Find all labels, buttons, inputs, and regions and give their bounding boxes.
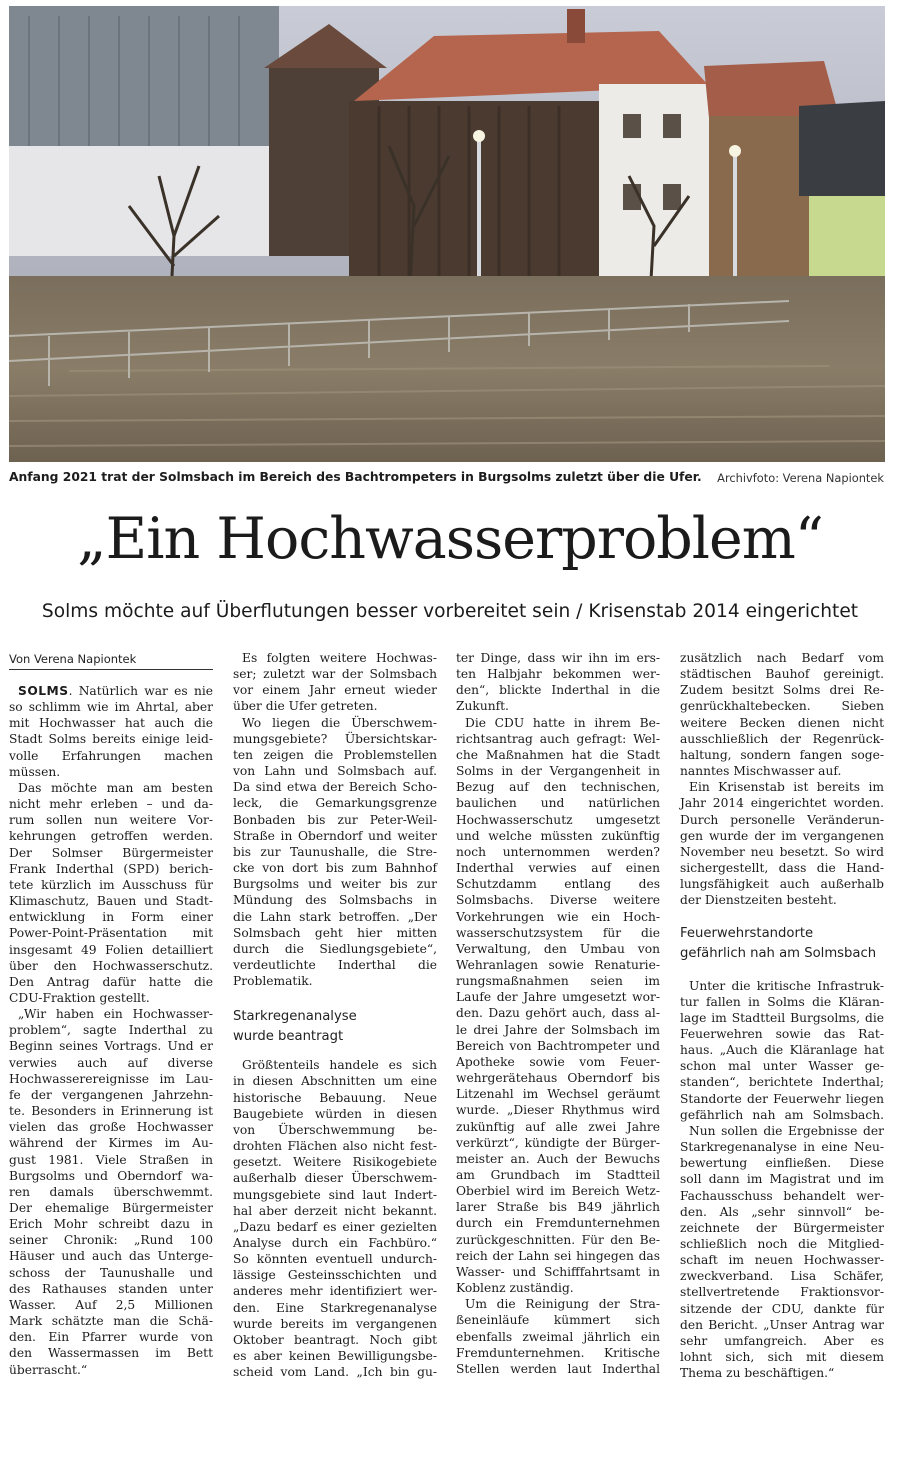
article-line: zukünftig auf alle zwei Jahre — [456, 1119, 660, 1134]
article-line: Koblenz zuständig. — [456, 1281, 574, 1296]
article-line: scheid vom Land. „Ich bin gu- — [233, 1365, 437, 1380]
byline: Von Verena Napiontek — [9, 652, 213, 670]
article-line: müssen. — [9, 764, 61, 779]
flood-photo-illustration — [9, 6, 885, 462]
article-line: den Bericht. „Unser Antrag war — [680, 1317, 884, 1332]
article-line: le drei Jahre der Solmsbach im — [456, 1022, 660, 1037]
article-line: Burgsolms und weiter bis zur — [233, 877, 437, 892]
article-line: Bezug auf den technischen, — [456, 780, 660, 795]
article-line: CDU-Fraktion gestellt. — [9, 990, 150, 1005]
article-line: SOLMS. Natürlich war es nie — [18, 684, 213, 698]
article-line: problem“, sagte Inderthal zu — [9, 1023, 213, 1038]
section-subhead-line-1: Feuerwehrstandorte — [680, 925, 814, 941]
article-line: Oktober beantragt. Noch gibt — [233, 1332, 437, 1347]
article-line: die Lahn stark betroffen. „Der — [233, 909, 437, 924]
article-line: lungsfähigkeit auch außerhalb — [680, 877, 884, 892]
section-gap — [680, 909, 884, 924]
article-line: baulichen und natürlichen — [456, 796, 660, 811]
article-line: Hochwasserschutz umgesetzt — [456, 812, 660, 827]
article-line: soll dann im Magistrat und im — [680, 1172, 884, 1187]
article-column-3 — [456, 650, 660, 1377]
article-line: Wehranlagen sowie Renaturie- — [456, 957, 660, 972]
article-line: entwicklung in Form einer — [9, 910, 213, 925]
article-line: November neu besetzt. So wird — [680, 844, 884, 859]
article-line: tur fallen in Solms die Kläran- — [680, 994, 884, 1009]
article-line: wasserschutzsystem für die — [456, 925, 660, 940]
article-line: Schutzdamm entlang des — [456, 877, 660, 892]
article-line: Um die Reinigung der Stra- — [465, 1297, 660, 1312]
article-line: Beginn seines Vortrags. Und er — [9, 1039, 213, 1054]
article-line: Solmsbachs. Diverse weitere — [456, 893, 660, 908]
article-line: ten Halbjahr bekommen wer- — [456, 667, 660, 682]
flood-photo — [9, 6, 885, 462]
article-line: „Wir haben ein Hochwasser- — [18, 1007, 213, 1022]
article-line: Inderthal verwies auf einen — [456, 861, 660, 876]
article-line: vielen das große Hochwasser — [9, 1120, 213, 1135]
article-line: Nun sollen die Ergebnisse der — [689, 1123, 884, 1138]
article-line: mungsgebiete? Übersichtskar- — [233, 731, 437, 746]
article-line: verkürzt“, kündigte der Bürger- — [456, 1135, 660, 1150]
article-line: cke von dort bis zum Bahnhof — [233, 861, 437, 876]
article-line: richtsantrag auch gefragt: Wel- — [456, 731, 660, 746]
article-line: so schlimm wie im Ahrtal, aber — [9, 700, 213, 715]
section-gap — [680, 964, 884, 978]
article-line: wehrgerätehaus Oberndorf bis — [456, 1071, 660, 1086]
dateline: SOLMS — [18, 684, 69, 698]
article-line: während der Kirmes im Au- — [9, 1136, 213, 1151]
article-line: Power-Point-Präsentation mit — [9, 926, 213, 941]
article-line: Verwaltung, den Umbau von — [456, 941, 660, 956]
article-line: Der Solmser Bürgermeister — [9, 845, 213, 860]
article-line: haltung, sondern fangen soge- — [680, 747, 884, 762]
article-line: genrückhaltebecken. Sieben — [680, 699, 884, 714]
headline: „Ein Hochwasserproblem“ — [77, 506, 823, 572]
article-line: Den Antrag dafür hatte die — [9, 974, 213, 989]
article-line: Problematik. — [233, 974, 313, 989]
article-line: überrascht.“ — [9, 1362, 88, 1377]
article-line: Durch personelle Veränderun- — [680, 812, 884, 827]
article-column-1 — [9, 683, 213, 1378]
article-line: Vorkehrungen wie ein Hoch- — [456, 909, 660, 924]
article-line: rungsmaßnahmen seien im — [456, 974, 660, 989]
article-line: Solms in der Vergangenheit in — [456, 764, 660, 779]
article-line: Das möchte man am besten — [18, 780, 213, 795]
article-line: den. Als „sehr sinnvoll“ be- — [680, 1204, 884, 1219]
article-line: insgesamt 49 Folien detailliert — [9, 942, 213, 957]
article-line: ten zeigen die Problemstellen — [233, 747, 437, 762]
article-line: Baugebiete würden in diesen — [233, 1106, 437, 1121]
article-line: Der ehemalige Bürgermeister — [9, 1201, 213, 1215]
article-line: zeichnete der Bürgermeister — [680, 1220, 884, 1235]
article-line: vor einem Jahr erneut wieder — [233, 683, 437, 698]
article-line: „Dazu bedarf es einer gezielten — [233, 1219, 437, 1234]
article-line: bis zur Taunushalle, die Stre- — [233, 844, 437, 859]
article-column-4 — [680, 650, 884, 1381]
article-line: Apotheke sowie vom Feuer- — [456, 1054, 660, 1069]
article-line: kehrungen getroffen werden. — [9, 829, 213, 844]
article-line: der Dienstzeiten besteht. — [680, 893, 837, 908]
article-line: schließlich noch die Mitglied- — [680, 1237, 884, 1251]
article-line: Solmsbach geht hier mitten — [233, 925, 437, 940]
article-line: ausschließlich der Regenrück- — [680, 731, 884, 746]
article-line: gen wurde der im vergangenen — [680, 828, 884, 843]
article-line: den“, blickte Inderthal in die — [456, 683, 660, 698]
article-line: Fremdunternehmen. Kritische — [456, 1345, 660, 1360]
article-line: lohnt sich, sich mit diesem — [680, 1350, 884, 1365]
article-line: Mündung des Solmsbachs in — [233, 893, 437, 908]
article-line: Oberbiel wird im Bereich Wetz- — [456, 1184, 660, 1199]
article-line: von Überschwemmung be- — [233, 1122, 437, 1137]
article-line: zweckverband. Lisa Schäfer, — [680, 1269, 884, 1284]
article-line: Fachausschuss behandelt wer- — [680, 1188, 884, 1203]
article-line: Burgsolms und Oberndorf wa- — [9, 1168, 213, 1183]
article-line: gust 1981. Viele Straßen in — [9, 1152, 213, 1167]
subheadline: Solms möchte auf Überflutungen besser vorbereitet sein / Krisenstab 2014 eingerichtet — [41, 601, 859, 622]
article-line: fe der vergangenen Jahrzehn- — [9, 1087, 213, 1102]
article-line: reich der Lahn sei hingegen das — [456, 1248, 660, 1263]
article-line: bewertung einfließen. Diese — [680, 1156, 884, 1171]
article-line: volle Erfahrungen machen — [9, 748, 213, 763]
article-column-2 — [233, 650, 437, 1380]
article-line: Erich Mohr schreibt dazu in — [9, 1217, 213, 1232]
article-line: des Rathauses standen unter — [9, 1281, 213, 1296]
article-line: durch die Siedlungsgebiete“, — [233, 941, 437, 956]
article-line: Zukunft. — [456, 699, 509, 714]
article-line: Klimaschutz, Bauen und Stadt- — [9, 894, 213, 909]
article-line: Thema zu beschäftigen.“ — [680, 1366, 835, 1381]
article-line: über den Hochwasserschutz. — [9, 958, 213, 973]
article-line: Mark schätzte man die Schä- — [9, 1314, 213, 1329]
photo-caption: Anfang 2021 trat der Solmsbach im Bereich des Bachtrompeters in Burgsolms zuletzt über die Ufer. — [9, 470, 702, 484]
section-subhead-line-1: Starkregenanalyse — [233, 1009, 357, 1025]
article-line: Da sind etwa der Bereich Scho- — [233, 780, 437, 795]
article-line: hal aber derzeit nicht bekannt. — [233, 1203, 437, 1218]
article-line: weitere Becken dienen nicht — [680, 715, 884, 730]
article-line: leck, die Gemarkungsgrenze — [233, 796, 437, 811]
article-line: Feuerwehren sowie das Rat- — [680, 1026, 884, 1041]
article-line: Stadt Solms bereits einige leid- — [9, 732, 213, 747]
article-line: zusätzlich nach Bedarf vom — [680, 651, 884, 665]
article-line: am Grundbach im Stadtteil — [456, 1168, 660, 1182]
article-line: haus. „Auch die Kläranlage hat — [680, 1043, 884, 1058]
article-line: Jahr 2014 eingerichtet worden. — [680, 796, 884, 811]
article-line: Wasser- und Schifffahrtsamt in — [456, 1264, 660, 1279]
article-line: schon mal unter Wasser ge- — [680, 1059, 884, 1074]
article-line: ren damals überschwemmt. — [9, 1184, 213, 1199]
article-line: ßeneinläufe kümmert sich — [456, 1313, 660, 1328]
article-line: Häuser und auch das Unterge- — [9, 1249, 213, 1264]
article-line: schaft im neuen Hochwasser- — [680, 1253, 884, 1268]
article-line: tete kürzlich im Ausschuss für — [9, 877, 213, 892]
article-line: seiner Chronik: „Rund 100 — [9, 1233, 213, 1248]
article-line: schoss der Taunushalle und — [9, 1265, 213, 1280]
article-line: Stellen werden laut Inderthal — [456, 1361, 660, 1376]
article-line: über die Ufer getreten. — [233, 699, 378, 714]
article-line: sehr umfangreich. Aber es — [680, 1333, 884, 1348]
article-line: Frank Inderthal (SPD) berich- — [9, 861, 213, 876]
article-line: ebenfalls zweimal jährlich ein — [456, 1329, 660, 1344]
section-gap — [233, 989, 437, 1007]
article-line: mungsgebiete sind laut Indert- — [233, 1187, 437, 1202]
article-line: den Wassermassen im Bett — [9, 1346, 213, 1361]
article-line: Laufe der Jahre umgesetzt wor- — [456, 990, 660, 1005]
article-line: Hochwasserereignisse im Lau- — [9, 1071, 213, 1086]
article-line: historische Bebauung. Neue — [233, 1090, 437, 1105]
section-subhead-line-2: gefährlich nah am Solmsbach — [680, 945, 877, 961]
article-line: So könnten eventuell undurch- — [233, 1252, 437, 1267]
article-line: lage im Stadtteil Burgsolms, die — [680, 1010, 884, 1025]
section-gap — [233, 1047, 437, 1057]
article-line: Unter die kritische Infrastruk- — [689, 978, 884, 993]
article-line: städtischen Bauhof gereinigt. — [680, 667, 884, 682]
article-line: verwies auch auf diverse — [9, 1055, 213, 1070]
article-line: standen“, berichtete Inderthal; — [680, 1075, 884, 1090]
article-line: Bonbaden bis zur Peter-Weil- — [233, 812, 437, 827]
article-line: Die CDU hatte in ihrem Be- — [465, 715, 660, 730]
article-line: ter Dinge, dass wir ihn im ers- — [456, 651, 660, 665]
article-line: in diesen Abschnitten um eine — [233, 1074, 437, 1089]
section-subhead-line-2: wurde beantragt — [233, 1029, 344, 1045]
article-line: te. Besonders in Erinnerung ist — [9, 1104, 213, 1119]
article-line: drohten Flächen also nicht fest- — [233, 1139, 437, 1154]
article-line: Analyse durch ein Fachbüro.“ — [233, 1236, 437, 1250]
article-line: nanntes Mischwasser auf. — [680, 764, 842, 779]
article-line: Starkregenanalyse in eine Neu- — [680, 1140, 884, 1155]
article-line: anderes mehr identifiziert wer- — [233, 1284, 437, 1299]
article-line: Wasser. Auf 2,5 Millionen — [9, 1297, 213, 1312]
article-line: che Maßnahmen hat die Stadt — [456, 747, 660, 762]
article-line: von Lahn und Solmsbach auf. — [233, 764, 437, 779]
article-line: wurde bereits im vergangenen — [233, 1316, 437, 1331]
article-line: Größtenteils handele es sich — [242, 1058, 437, 1073]
article-line: stellvertretende Fraktionsvor- — [680, 1285, 884, 1300]
article-line: zurückgeschnitten. Für den Be- — [456, 1232, 660, 1247]
article-line: Es folgten weitere Hochwas- — [242, 651, 437, 665]
article-line: Bereich von Bachtrompeter und — [456, 1038, 660, 1053]
article-line: Wo liegen die Überschwem- — [242, 715, 437, 730]
article-line: mit Hochwasser hat auch die — [9, 716, 213, 731]
article-line: sitzende der CDU, dankte für — [680, 1301, 884, 1316]
article-line: Litzenahl im Wechsel geräumt — [456, 1087, 660, 1102]
article-line: sichergestellt, dass die Hand- — [680, 861, 884, 876]
article-line: lässige Gesteinsschichten und — [233, 1268, 437, 1283]
article-line: und welche müssten zukünftig — [456, 828, 660, 843]
article-line: Ein Krisenstab ist bereits im — [689, 780, 884, 795]
article-line: den. Eine Starkregenanalyse — [233, 1300, 437, 1315]
article-line: durch ein Fremdunternehmen — [456, 1216, 660, 1231]
article-line: ser; zuletzt war der Solmsbach — [233, 667, 437, 682]
article-line: den. Ein Pfarrer wurde von — [9, 1330, 213, 1345]
article-line: außerhalb dieser Überschwem- — [233, 1171, 437, 1186]
article-line: wurde. „Dieser Rhythmus wird — [456, 1103, 660, 1118]
article-line: verdeutlichte Inderthal die — [233, 957, 437, 972]
article-line: den. Dazu gehört auch, dass al- — [456, 1006, 660, 1021]
article-line: noch unternommen werden? — [456, 844, 660, 859]
article-line: es aber keinen Bewilligungsbe- — [233, 1349, 437, 1364]
article-line: Standorte der Feuerwehr liegen — [680, 1091, 884, 1106]
article-line: gesetzt. Weitere Risikogebiete — [233, 1155, 437, 1170]
article-line: meister an. Auch der Bewuchs — [456, 1151, 660, 1166]
article-line: rum sollen nun weitere Vor- — [9, 813, 213, 828]
article-line: nicht mehr erleben – und da- — [9, 797, 213, 812]
article-line: Zudem besitzt Solms drei Re- — [680, 683, 884, 698]
article-line: gefährlich nah am Solmsbach. — [680, 1107, 884, 1122]
photo-credit: Archivfoto: Verena Napiontek — [717, 471, 884, 485]
article-line: Straße in Oberndorf und weiter — [233, 828, 437, 843]
article-line: larer Straße bis B49 jährlich — [456, 1200, 660, 1215]
